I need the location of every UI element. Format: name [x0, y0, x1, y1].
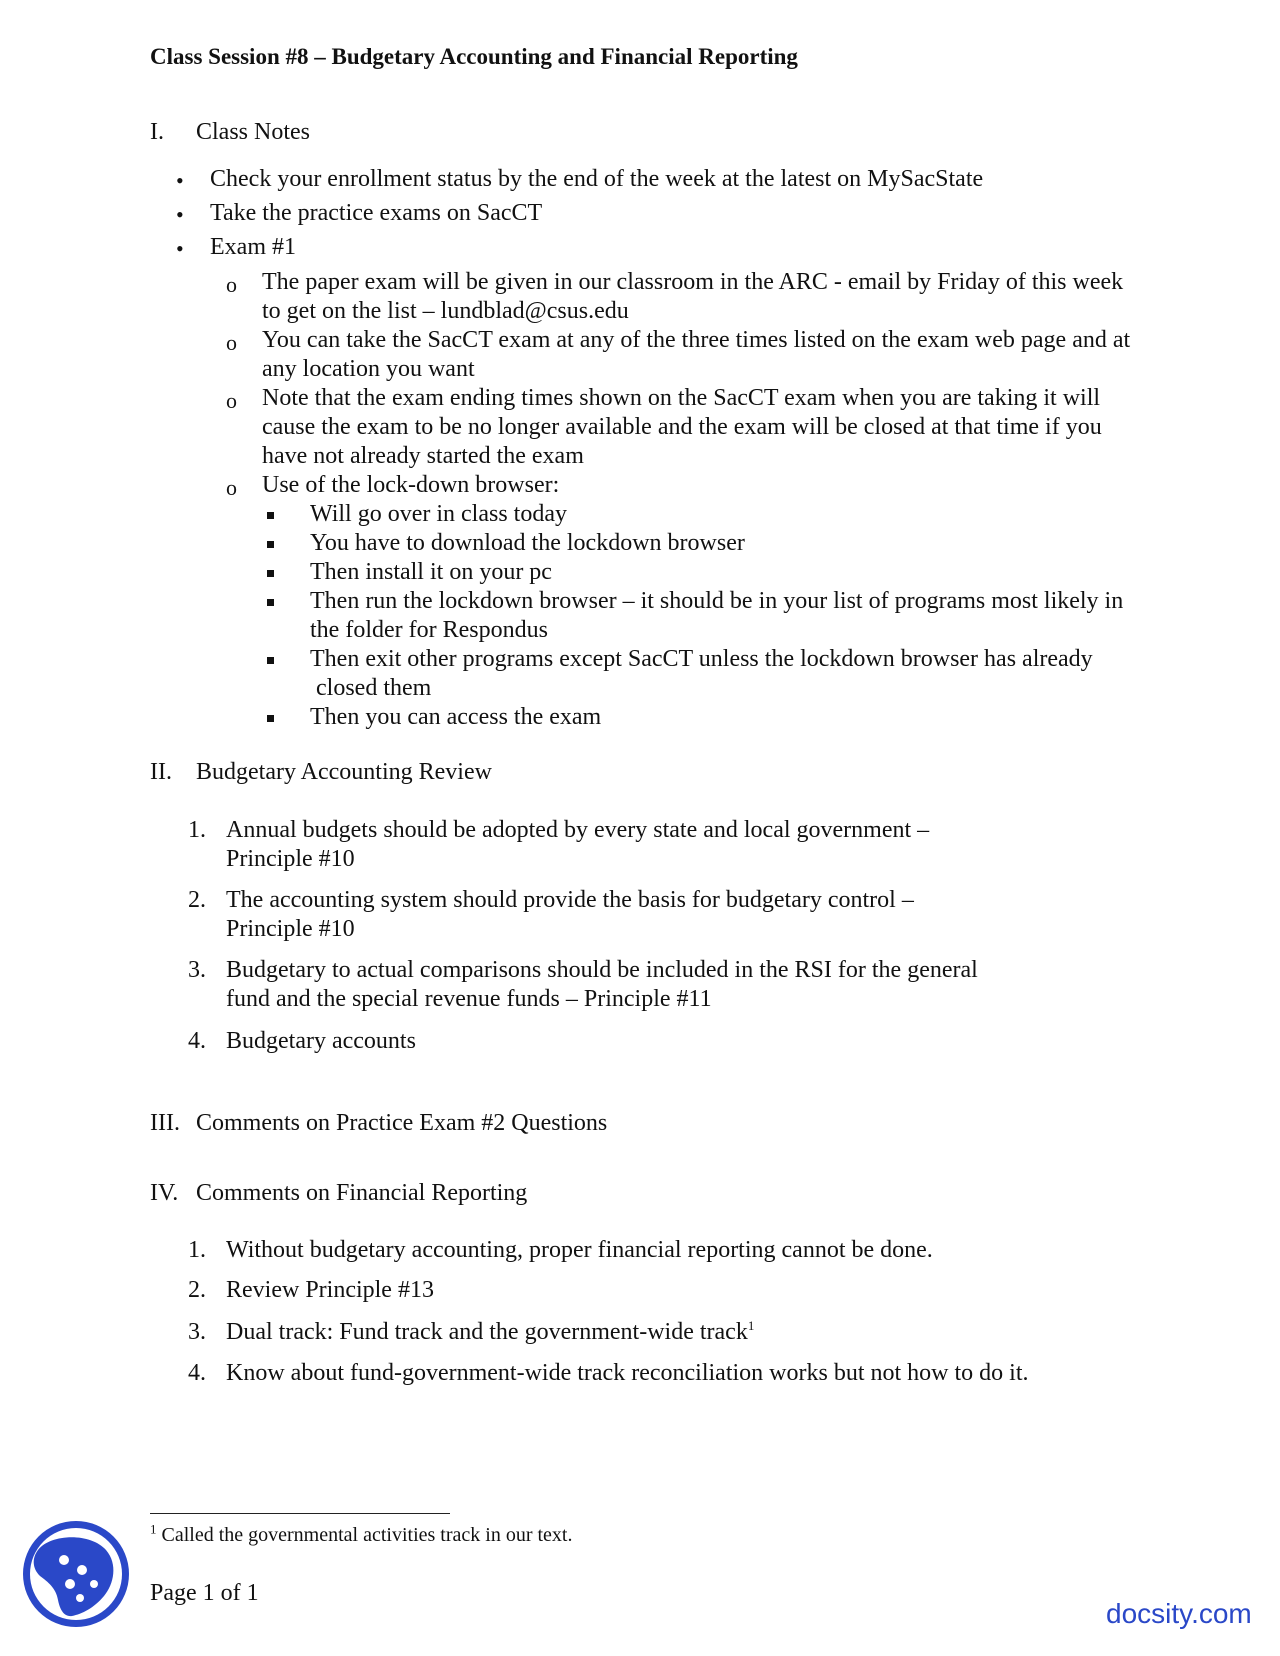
- section-numeral: III.: [150, 1110, 180, 1136]
- list-item: Note that the exam ending times shown on the SacCT exam when you are taking it will: [262, 385, 1101, 411]
- section-numeral: I.: [150, 119, 164, 145]
- circle-bullet-icon: o: [226, 388, 237, 413]
- section-title: Budgetary Accounting Review: [196, 759, 492, 785]
- circle-bullet-icon: o: [226, 475, 237, 500]
- list-item-continuation: fund and the special revenue funds – Principle #11: [226, 986, 712, 1012]
- list-item: Annual budgets should be adopted by every state and local government –: [226, 817, 930, 843]
- list-item-continuation: have not already started the exam: [262, 443, 584, 469]
- list-item-continuation: Principle #10: [226, 846, 355, 872]
- list-item: Without budgetary accounting, proper financial reporting cannot be done.: [226, 1237, 933, 1263]
- section-title: Class Notes: [196, 119, 310, 145]
- list-number: 2.: [188, 887, 206, 913]
- list-number: 4.: [188, 1028, 206, 1054]
- list-item: Then install it on your pc: [310, 559, 552, 585]
- section-numeral: II.: [150, 759, 172, 785]
- list-number: 4.: [188, 1360, 206, 1386]
- bullet-dot-icon: •: [176, 168, 184, 193]
- section-numeral: IV.: [150, 1180, 179, 1206]
- brand-link[interactable]: docsity.com: [1106, 1598, 1252, 1629]
- square-bullet-icon: [267, 570, 274, 577]
- list-item: Take the practice exams on SacCT: [210, 200, 543, 226]
- list-item: Exam #1: [210, 234, 296, 260]
- docsity-logo-icon: [20, 1518, 132, 1630]
- list-item: Then run the lockdown browser – it should be in your list of programs most likely in: [310, 588, 1124, 614]
- list-item: Know about fund-government-wide track reconciliation works but not how to do it.: [226, 1360, 1029, 1386]
- list-item: Review Principle #13: [226, 1277, 434, 1303]
- square-bullet-icon: [267, 541, 274, 548]
- list-item: Budgetary accounts: [226, 1028, 416, 1054]
- section-3-heading: [150, 1110, 607, 1137]
- list-number: 2.: [188, 1277, 206, 1303]
- list-item: The accounting system should provide the basis for budgetary control –: [226, 887, 914, 913]
- footnote-reference[interactable]: 1: [747, 1318, 755, 1333]
- list-number: 1.: [188, 817, 206, 843]
- bullet-dot-icon: •: [176, 236, 184, 261]
- list-item: Will go over in class today: [310, 501, 567, 527]
- list-item: Check your enrollment status by the end of the week at the latest on MySacState: [210, 166, 984, 192]
- list-item-text: Dual track: Fund track and the government-wide track: [226, 1319, 748, 1345]
- square-bullet-icon: [267, 715, 274, 722]
- list-item: Budgetary to actual comparisons should be included in the RSI for the general: [226, 957, 978, 983]
- footnote-divider: [150, 1513, 450, 1514]
- footnote-text: Called the governmental activities track in our text.: [161, 1524, 573, 1546]
- footnote: [150, 1521, 573, 1547]
- list-item-continuation: the folder for Respondus: [310, 617, 548, 643]
- list-item-continuation: any location you want: [262, 356, 475, 382]
- list-item-continuation: cause the exam to be no longer available and the exam will be closed at that time if you: [262, 414, 1102, 440]
- circle-bullet-icon: o: [226, 330, 237, 355]
- square-bullet-icon: [267, 512, 274, 519]
- footnote-marker: 1: [150, 1521, 157, 1537]
- list-number: 3.: [188, 1319, 206, 1345]
- page-number: Page 1 of 1: [150, 1580, 259, 1606]
- list-item: The paper exam will be given in our classroom in the ARC - email by Friday of this week: [262, 269, 1124, 295]
- list-number: 1.: [188, 1237, 206, 1263]
- section-1-heading: [150, 119, 310, 146]
- list-item-continuation: closed them: [310, 675, 432, 701]
- square-bullet-icon: [267, 599, 274, 606]
- list-item-continuation: to get on the list – lundblad@csus.edu: [262, 298, 629, 324]
- list-item: You can take the SacCT exam at any of the three times listed on the exam web page and at: [262, 327, 1131, 353]
- circle-bullet-icon: o: [226, 272, 237, 297]
- document-title: Class Session #8 – Budgetary Accounting and Financial Reporting: [150, 44, 798, 69]
- list-item-continuation: Principle #10: [226, 916, 355, 942]
- square-bullet-icon: [267, 657, 274, 664]
- list-item: Then exit other programs except SacCT unless the lockdown browser has already: [310, 646, 1093, 672]
- list-number: 3.: [188, 957, 206, 983]
- section-2-heading: [150, 759, 492, 786]
- list-item: You have to download the lockdown browser: [310, 530, 745, 556]
- section-title: Comments on Financial Reporting: [196, 1180, 528, 1206]
- bullet-dot-icon: •: [176, 202, 184, 227]
- list-item: Then you can access the exam: [310, 704, 602, 730]
- list-item: Use of the lock-down browser:: [262, 472, 560, 498]
- section-4-heading: [150, 1180, 527, 1207]
- list-item: [226, 1318, 754, 1347]
- section-title: Comments on Practice Exam #2 Questions: [196, 1110, 608, 1136]
